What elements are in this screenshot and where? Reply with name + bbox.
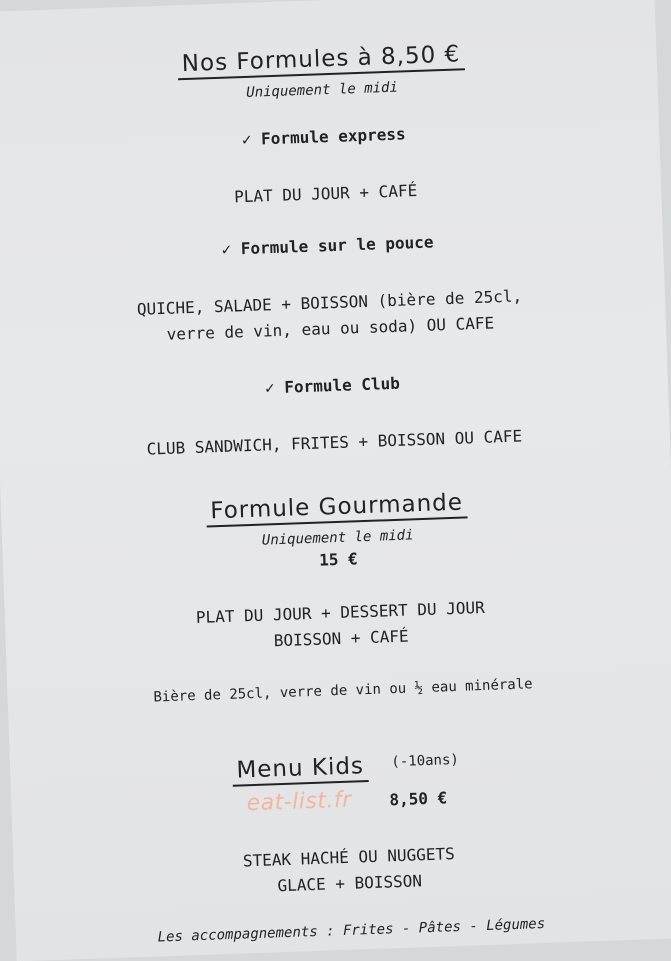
formule-club-desc: CLUB SANDWICH, FRITES + BOISSON OU CAFE [146, 426, 523, 459]
gourmande-desc-line1: PLAT DU JOUR + DESSERT DU JOUR [195, 597, 486, 627]
gourmande-desc-line2: BOISSON + CAFÉ [273, 626, 409, 651]
formule-pouce-desc-line1: QUICHE, SALADE + BOISSON (bière de 25cl, [136, 286, 523, 319]
formule-pouce-heading [0, 224, 663, 266]
check-icon: ✓ [221, 239, 232, 259]
kids-price: 8,50 € [389, 788, 448, 810]
kids-desc-line1: STEAK HACHÉ OU NUGGETS [242, 844, 456, 871]
check-icon: ✓ [241, 129, 252, 150]
kids-sides: Les accompagnements : Frites - Pâtes - Légumes [157, 915, 546, 946]
check-icon: ✓ [264, 378, 275, 398]
gourmande-price: 15 € [318, 549, 359, 570]
gourmande-title-text: Formule Gourmande [206, 489, 468, 527]
kids-age: (-10ans) [391, 751, 460, 771]
formule-club-name: Formule Club [283, 373, 401, 397]
gourmande-subtitle: Uniquement le midi [261, 527, 414, 549]
formule-express-heading [0, 116, 659, 158]
formules-title-text: Nos Formules à 8,50 € [177, 41, 464, 80]
formules-subtitle: Uniquement le midi [245, 79, 399, 101]
kids-title: Menu Kids [232, 753, 368, 787]
watermark-logo: eat-list.fr [246, 787, 353, 817]
formule-pouce-desc-line2: verre de vin, eau ou soda) OU CAFE [166, 313, 495, 344]
gourmande-drinks: Bière de 25cl, verre de vin ou ½ eau minérale [153, 676, 533, 706]
formule-express-desc: PLAT DU JOUR + CAFÉ [233, 180, 418, 207]
formule-club-heading [0, 364, 668, 406]
kids-desc-line2: GLACE + BOISSON [277, 871, 423, 896]
formule-pouce-name: Formule sur le pouce [240, 232, 434, 259]
formule-express-name: Formule express [260, 124, 406, 149]
